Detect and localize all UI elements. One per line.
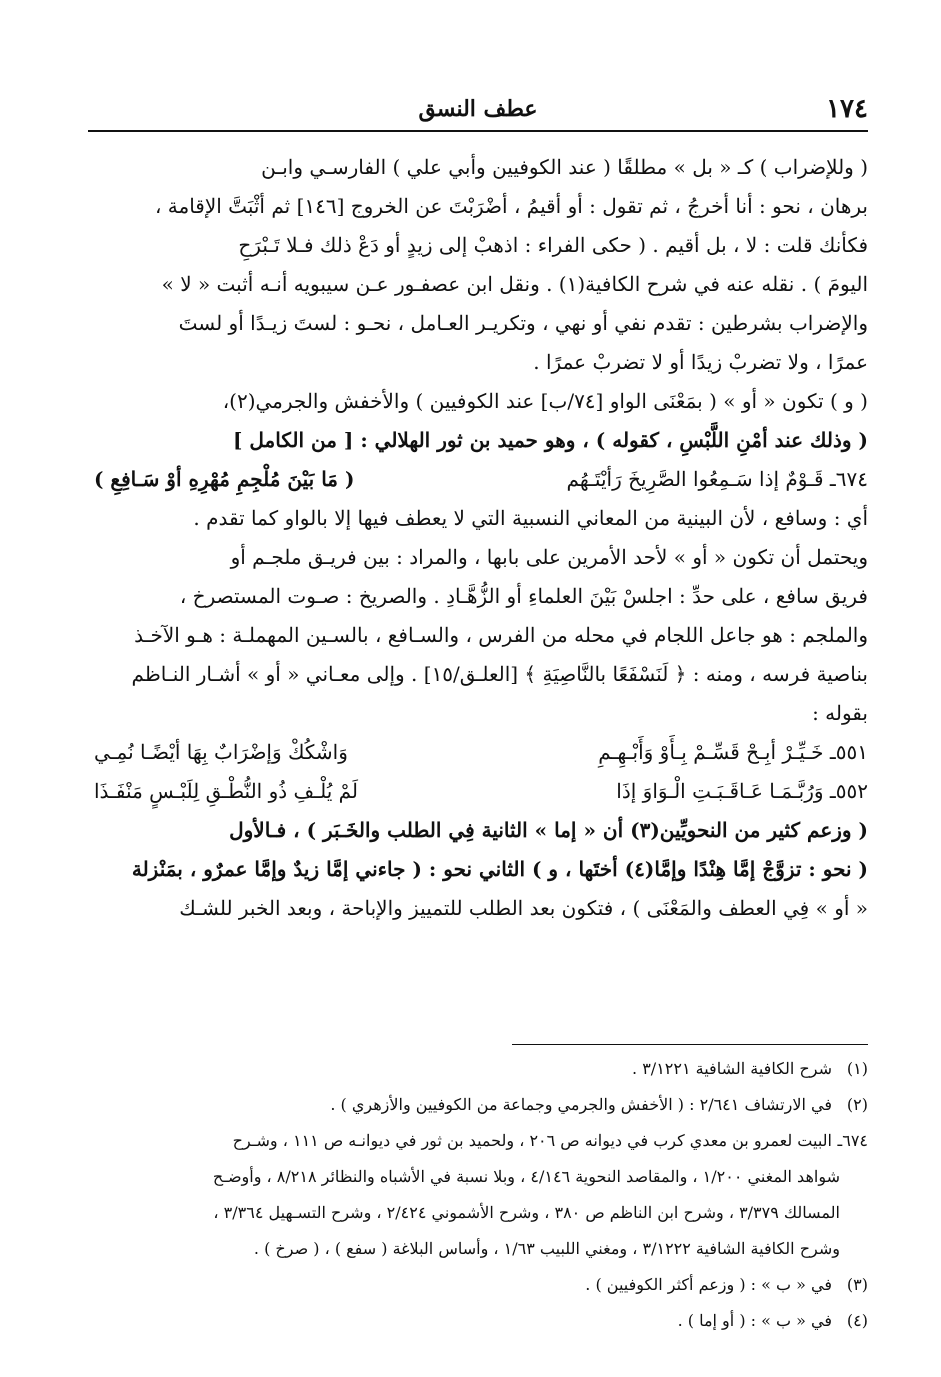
text-line: فكأنك قلت : لا ، بل أقيم . ( حكى الفراء : اذهبْ إلى زيدٍ أو دَعْ ذلك فـلا تَـبْرَحِ: [238, 233, 868, 257]
paragraph-waw-meaning: [88, 382, 868, 460]
footnote-text: البيت لعمرو بن معدي كرب في ديوانه ص ٢٠٦ ، ولحميد بن ثور في ديوانـه ص ١١١ ، وشـرح: [232, 1131, 832, 1150]
verse-first-hemistich: ٥٥١ـ خَـيِّـرْ أبِـحْ قَسِّـمْ بِـأَوْ وَأَبْـهِـمِ: [598, 740, 868, 764]
footnote-marker: (٤): [846, 1311, 868, 1330]
text-line: أي : وسافع ، لأن البينية من المعاني النسبية التي لا يعطف فيها إلا بالواو كما تقدم .: [193, 506, 868, 530]
footnote-item: [88, 1051, 868, 1087]
page-header: [88, 84, 868, 132]
verse-551: [88, 733, 868, 772]
text-line: برهان ، نحو : أنا أخرجُ ، ثم تقول : أو أقيمُ ، أضْرَبْتَ عن الخروج [١٤٦] ثم أثْبَتَّ الإقامة ،: [154, 194, 868, 218]
verse-second-hemistich: لَمْ يُلْـفِ ذُو النُّطْـقِ لِلَبْـسٍ مَنْفَـذَا: [94, 779, 359, 803]
paragraph-explanation: [88, 499, 868, 538]
verse-first-hemistich: ٦٧٤ـ قَـوْمٌ إذا سَـمِعُوا الصَّرِيخَ رَأيْتَـهُم: [566, 467, 868, 491]
footnote-text: شواهد المغني ١/٢٠٠ ، والمقاصد النحوية ٤/١٤٦ ، وبلا نسبة في الأشباه والنظائر ٨/٢١٨ ، وأوضـح: [212, 1167, 840, 1186]
footnote-item: [88, 1267, 868, 1303]
footnote-continuation: [88, 1159, 868, 1195]
text-line: « أو » فِي العطف والمَعْنَى ) ، فتكون بعد الطلب للتمييز والإباحة ، وبعد الخبر للشـك: [179, 896, 868, 920]
text-line: بناصية فرسه ، ومنه : ﴿ لَنَسْفَعًا بالنَّاصِيَةِ ﴾ [العلـق/١٥] . وإلى معـاني « أو » أشـار النـاظم: [131, 662, 868, 686]
verse-second-hemistich: وَاشْكُكْ وَإضْرَابٌ بِهَا أيْضًـا نُمِـي: [94, 740, 348, 764]
text-line: ( وذلك عند أمْنِ اللَّبْسِ ، كقوله ) ، وهو حميد بن ثور الهلالي : [ من الكامل ]: [232, 428, 868, 452]
footnote-divider: [512, 1044, 868, 1045]
footnote-text: في الارتشاف ٢/٦٤١ : ( الأخفش والجرمي وجماعة من الكوفيين والأزهري ) .: [330, 1095, 832, 1114]
text-line: ( و ) تكون « أو » ( بمَعْنَى الواو [٧٤/ب] عند الكوفيين ) والأخفش والجرمي(٢)،: [222, 389, 868, 413]
footnote-marker: ٦٧٤ـ: [837, 1131, 868, 1150]
running-title: عطف النسق: [418, 96, 538, 122]
text-line: ( نحو : تزوَّجْ إمَّا هِنْدًا وإمَّا(٤) أختَها ، و ) الثاني نحو : ( جاءني إمَّا زيدٌ وإمَّا عمرٌو ، بمَنْزلة: [131, 857, 868, 881]
footnote-text: في « ب » : ( أو إما ) .: [677, 1311, 832, 1330]
verse-first-hemistich: ٥٥٢ـ وَرُبَّـمَـا عَـاقَـبَـتِ الْـوَاوَ إذَا: [616, 779, 868, 803]
verse-second-hemistich: ( مَا بَيْنَ مُلْجِمِ مُهْرِهِ أوْ سَـافِعِ ): [94, 467, 355, 491]
verse-674: [88, 460, 868, 499]
footnote-item: [88, 1123, 868, 1159]
footnote-text: في « ب » : ( وزعم أكثر الكوفيين ) .: [585, 1275, 832, 1294]
paragraph-alternative: [88, 538, 868, 733]
main-text: [88, 148, 868, 928]
footnote-marker: (٢): [846, 1095, 868, 1114]
text-line: والملجم : هو جاعل اللجام في محله من الفرس ، والسـافع ، بالسـين المهملـة : هـو الآخـذ: [134, 623, 868, 647]
text-line: ( وزعم كثير من النحويِّين(٣) أن « إما » الثانية فِي الطلب والخَـبَر ) ، فـالأول: [229, 818, 868, 842]
text-line: بقوله :: [812, 701, 868, 725]
footnote-continuation: [88, 1231, 868, 1267]
text-line: والإضراب بشرطين : تقدم نفي أو نهي ، وتكريـر العـامل ، نحـو : لستَ زيـدًا أو لستَ: [178, 311, 868, 335]
text-line: اليومَ ) . نقله عنه في شرح الكافية(١) . ونقل ابن عصفـور عـن سيبويه أنـه أثبت « لا »: [161, 272, 868, 296]
footnote-item: [88, 1087, 868, 1123]
text-line: عمرًا ، ولا تضربْ زيدًا أو لا تضربْ عمرًا .: [533, 350, 868, 374]
page-number: ١٧٤: [826, 94, 868, 124]
footnote-marker: (٣): [846, 1275, 868, 1294]
book-page: [88, 84, 868, 1354]
footnote-text: المسالك ٣/٣٧٩ ، وشرح ابن الناظم ص ٣٨٠ ، وشرح الأشموني ٢/٤٢٤ ، وشرح التسـهيل ٣/٣٦٤ ،: [213, 1203, 840, 1222]
footnote-item: [88, 1303, 868, 1339]
paragraph-idrab: [88, 148, 868, 382]
footnotes: [88, 1044, 868, 1339]
text-line: ويحتمل أن تكون « أو » لأحد الأمرين على بابها ، والمراد : بين فريـق ملجـم أو: [230, 545, 868, 569]
text-line: ( وللإضراب ) كـ « بل » مطلقًا ( عند الكوفيين وأبي علي ) الفارسـي وابـن: [261, 155, 868, 179]
footnote-marker: (١): [846, 1059, 868, 1078]
footnote-text: وشرح الكافية الشافية ٣/١٢٢٢ ، ومغني اللبيب ١/٦٣ ، وأساس البلاغة ( سفع ) ، ( صرخ ) .: [253, 1239, 840, 1258]
footnote-text: شرح الكافية الشافية ٣/١٢٢١ .: [632, 1059, 832, 1078]
footnote-list: [88, 1051, 868, 1339]
paragraph-imma: [88, 811, 868, 928]
text-line: فريق سافع ، على حدِّ : اجلسْ بَيْنَ العلماءِ أو الزُّهَّـادِ . والصريخ : صـوت المستصرخ ،: [179, 584, 868, 608]
footnote-continuation: [88, 1195, 868, 1231]
verse-552: [88, 772, 868, 811]
